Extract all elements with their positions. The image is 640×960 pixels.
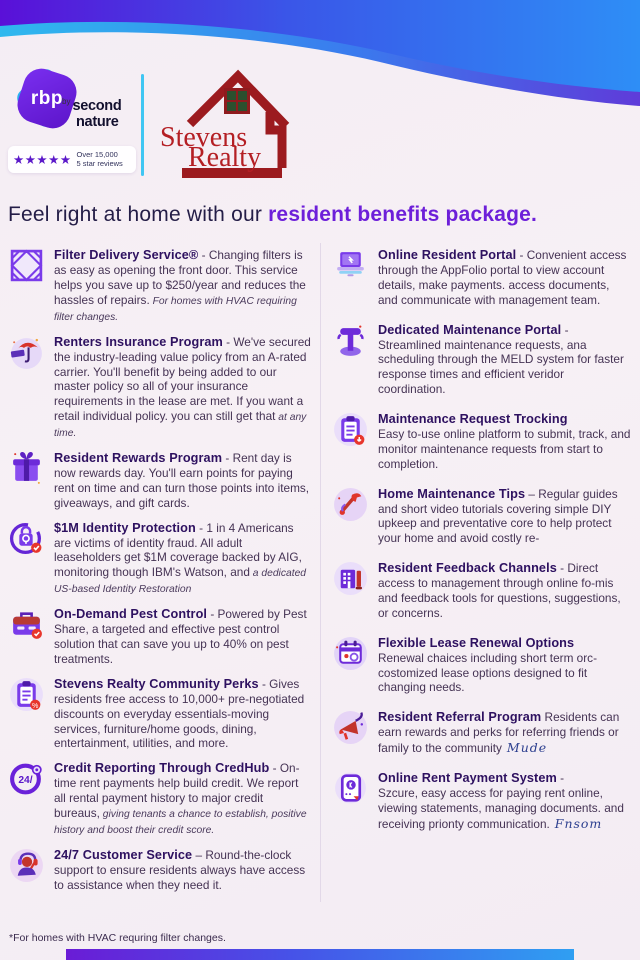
gift-icon — [8, 450, 45, 487]
benefit-title: On-Demand Pest Control — [54, 607, 208, 622]
benefit-title: Online Rent Payment System — [378, 771, 557, 786]
benefit-title: 24/7 Customer Service — [54, 847, 193, 862]
laptop-icon — [332, 247, 369, 284]
star-icons: ★★★★★ — [13, 152, 72, 167]
benefit-item — [332, 709, 632, 756]
benefit-text — [54, 606, 312, 667]
benefit-description: Renewal chaices including short term orc-costomized lease options designed to fit changing needs. — [378, 650, 597, 695]
title-separator: – — [192, 847, 206, 862]
benefit-item — [332, 560, 632, 621]
title-separator: - — [207, 607, 218, 622]
benefit-item — [332, 411, 632, 472]
stevens-text: Stevens — [160, 122, 248, 153]
request-tracking-icon — [332, 411, 369, 448]
benefit-text — [54, 760, 312, 838]
identity-protection-icon — [8, 520, 45, 557]
benefit-title: Flexible Lease Renewal Options — [378, 635, 575, 650]
maintenance-tips-icon — [332, 486, 369, 523]
benefit-item — [332, 770, 632, 832]
page-title-regular: Feel right at home with our — [8, 203, 269, 226]
svg-text:24/: 24/ — [18, 775, 33, 787]
stevens-realty-logo — [152, 64, 312, 190]
brand-word-2: nature — [76, 113, 119, 130]
benefits-column-right — [320, 243, 640, 902]
benefit-item — [332, 635, 632, 696]
benefit-fine-print: For homes with HVAC requiring filter changes. — [54, 295, 297, 323]
benefit-title: Home Maintenance Tips — [378, 486, 526, 501]
title-separator: - — [222, 334, 234, 349]
benefit-description: We've secured the industry-leading value policy from an A-rated carrier. You'll benefit by being added to our master policy so all of your insurance requirements in the lease are met. If you want a retail individual policy. you can still get that — [54, 334, 311, 424]
benefit-text — [54, 676, 312, 751]
rating-line2: 5 star reviews — [76, 159, 123, 169]
by-label: by — [62, 97, 71, 106]
vertical-divider — [141, 74, 144, 176]
benefit-description: On-time rent payments help build credit. We report all rental payment history to major credit bureaus, — [54, 761, 300, 820]
page-title — [8, 203, 636, 227]
benefit-description: Convenient access through the AppFolio portal to view account details, make payments. access documents, and communicate with management team. — [378, 248, 627, 307]
title-separator: - — [556, 771, 565, 786]
page-title-highlight: resident benefits package. — [268, 203, 538, 226]
benefit-text — [378, 635, 632, 696]
rating-line1: Over 15,000 — [76, 150, 118, 159]
benefit-description: Powered by Pest Share, a targeted and effective pest control solution that can save you up to 40% on pest treatments. — [54, 607, 307, 666]
rbp-logo-text: rbp — [30, 87, 64, 109]
air-filter-icon — [8, 247, 45, 284]
benefit-description: Direct access to management through online fo-mis and feedback tools for questions, suggestions, or concerns. — [378, 561, 621, 620]
handwriting-artifact: Fnsom — [549, 815, 603, 831]
benefit-title: Resident Feedback Channels — [378, 561, 557, 576]
benefit-title: Credit Reporting Through CredHub — [54, 761, 270, 776]
benefit-text — [54, 520, 312, 598]
handwriting-artifact: Mude — [501, 740, 548, 756]
rent-payment-icon — [332, 770, 369, 807]
benefit-title: Resident Rewards Program — [54, 451, 223, 466]
lease-renewal-icon — [332, 635, 369, 672]
benefit-item — [332, 247, 632, 308]
second-nature-logo — [62, 98, 121, 130]
benefit-title: Online Resident Portal — [378, 248, 517, 262]
benefit-description: Rent day is now rewards day. You'll earn points for paying rent on time and can turn those points into items, giveaways, and gift cards. — [54, 451, 310, 510]
benefit-title: Filter Delivery Service® — [54, 248, 199, 262]
rating-badge — [8, 146, 136, 173]
benefit-fine-print: at any time. — [54, 412, 307, 440]
benefit-text — [54, 247, 312, 325]
realty-text: Realty — [188, 142, 262, 173]
maintenance-portal-icon — [332, 322, 369, 359]
benefit-item — [8, 334, 312, 441]
benefit-text — [54, 450, 312, 511]
community-perks-icon — [8, 676, 45, 713]
benefit-description: Streamlined maintenance requests, ana scheduling through the MELD system for faster response times and efficient veridor coordination. — [378, 337, 624, 397]
title-separator: - — [198, 248, 209, 262]
benefit-description: 1 in 4 Americans are victims of identity fraud. All adult leaseholders get $1M coverage backed by AIG, monitoring though IBM's Watson, and — [54, 520, 302, 580]
benefit-fine-print: giving tenants a chance to establish, positive history and boost their credit score. — [54, 809, 307, 836]
benefit-title: Renters Insurance Program — [54, 334, 223, 349]
benefit-title: Maintenance Request Trocking — [378, 412, 568, 427]
title-separator: - — [561, 322, 569, 337]
customer-service-icon — [8, 847, 45, 884]
benefit-title: Resident Referral Program — [378, 710, 542, 725]
benefit-item — [8, 247, 312, 325]
benefit-text — [378, 770, 632, 832]
benefit-text — [378, 709, 632, 756]
benefit-description: Szcure, easy access for paying rent online, viewing statements, managing documents. and receiving prionty communication. — [378, 786, 624, 831]
benefit-text — [378, 322, 632, 397]
bottom-gradient-bar — [66, 949, 574, 960]
benefit-item — [8, 606, 312, 667]
benefit-item — [8, 450, 312, 511]
benefit-description: Residents can earn rewards and perks for referring friends or family to the community — [378, 710, 620, 756]
benefit-description: Changing filters is as easy as opening the front door. This service helps you save up to $250/year and reduces the hassles of repairs. — [54, 248, 306, 307]
benefit-text — [378, 486, 632, 547]
benefit-fine-print: a dedicated US-based Identity Restoration — [54, 568, 307, 596]
title-separator: – — [525, 486, 539, 501]
benefit-text — [378, 411, 632, 472]
benefits-columns — [0, 243, 640, 902]
benefit-text — [54, 847, 312, 893]
rating-text — [77, 150, 123, 169]
title-separator: - — [556, 561, 568, 576]
benefit-description: Gives residents free access to 10,000+ pre-negotiated discounts on everyday essentials-moving services, furniture/home goods, dining, entertainment, utilities, and more. — [54, 676, 305, 751]
benefit-description: Round-the-clock support to ensure residents always have access to assistance when they need it. — [54, 847, 306, 892]
benefit-title: Stevens Realty Community Perks — [54, 676, 259, 691]
benefit-description: Regular guides and short video tutorials covering simple DIY upkeep and preventative core to help protect your home and avoid costly re- — [378, 486, 618, 546]
benefit-description: Easy to-use online platform to submit, track, and monitor maintenance requests from start to completion. — [378, 427, 631, 471]
credit-reporting-icon — [8, 760, 45, 797]
benefit-item — [332, 322, 632, 397]
benefit-text — [54, 334, 312, 441]
title-separator: - — [516, 248, 527, 262]
benefit-item — [8, 676, 312, 751]
benefit-text — [378, 560, 632, 621]
feedback-channels-icon — [332, 560, 369, 597]
title-separator: - — [195, 520, 207, 535]
title-separator: - — [222, 451, 233, 466]
pest-control-icon — [8, 606, 45, 643]
benefit-text — [378, 247, 632, 308]
benefits-column-left — [0, 243, 320, 902]
benefit-title: Dedicated Maintenance Portal — [378, 322, 562, 337]
brand-word-1: second — [72, 98, 122, 114]
benefit-title: $1M Identity Protection — [54, 520, 196, 535]
footnote: *For homes with HVAC requring filter changes. — [9, 932, 226, 944]
benefit-item — [8, 520, 312, 598]
title-separator: - — [258, 676, 270, 691]
svg-text:%: % — [32, 700, 39, 710]
benefit-item — [332, 486, 632, 547]
title-separator: - — [269, 761, 280, 776]
benefit-item — [8, 847, 312, 893]
benefit-item — [8, 760, 312, 838]
umbrella-icon — [8, 334, 45, 371]
referral-program-icon — [332, 709, 369, 746]
